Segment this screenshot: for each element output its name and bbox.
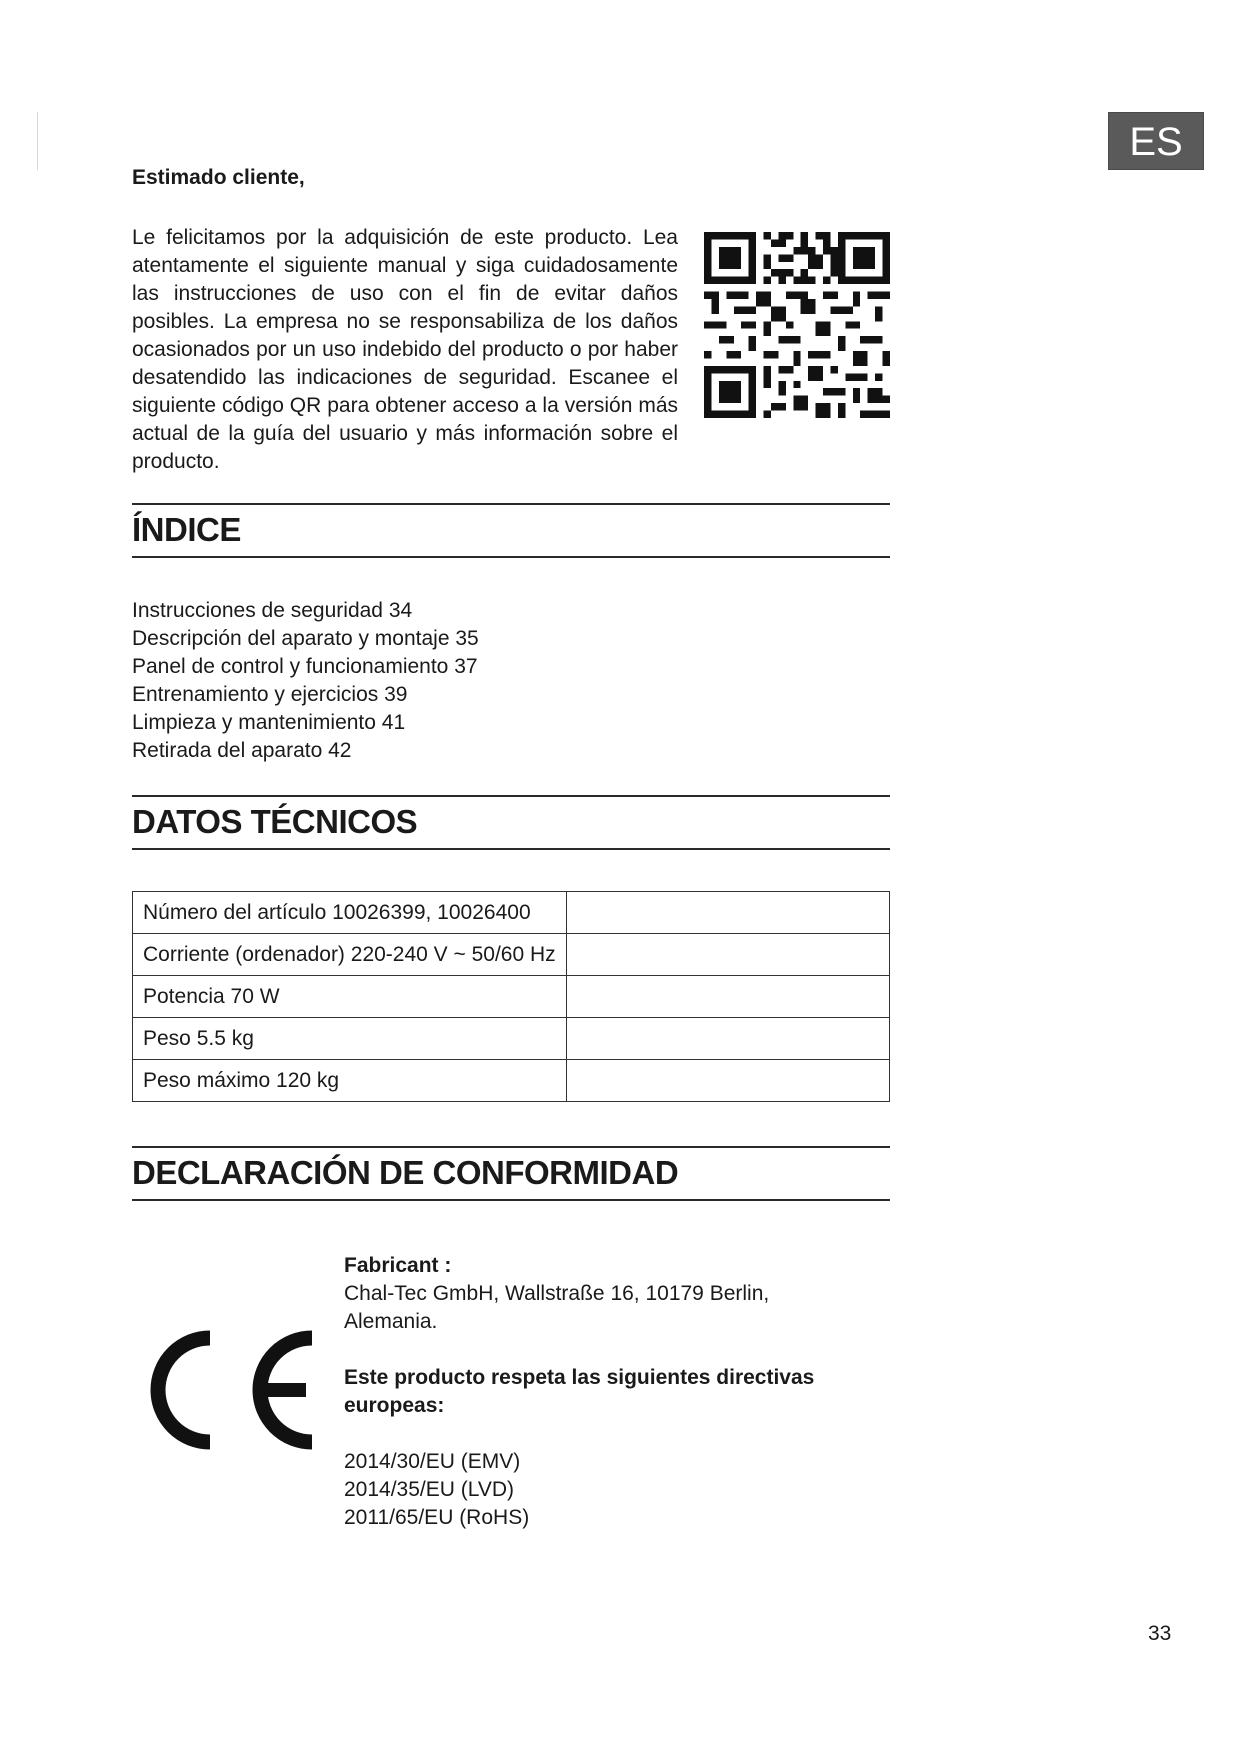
- tech-title: DATOS TÉCNICOS: [132, 803, 418, 840]
- directive-item: 2014/30/EU (EMV): [344, 1450, 521, 1473]
- spec-cell: Peso máximo 120 kg: [133, 1060, 567, 1102]
- table-row: [133, 934, 890, 976]
- tech-spec-table: [132, 891, 890, 1102]
- spec-cell: Corriente (ordenador) 220-240 V ~ 50/60 Hz: [133, 934, 567, 976]
- index-item: Entrenamiento y ejercicios 39: [132, 683, 408, 706]
- directive-item: 2011/65/EU (RoHS): [344, 1506, 530, 1529]
- index-item: Retirada del aparato 42: [132, 739, 352, 762]
- manufacturer-country: Alemania.: [344, 1310, 438, 1333]
- index-item: Descripción del aparato y montaje 35: [132, 627, 479, 650]
- page-number: 33: [1148, 1622, 1172, 1645]
- conformity-details: [344, 1252, 864, 1532]
- conformity-title: DECLARACIÓN DE CONFORMIDAD: [132, 1154, 679, 1191]
- index-title: ÍNDICE: [132, 511, 241, 548]
- ce-mark-icon: [148, 1330, 316, 1450]
- spec-cell-empty: [566, 892, 889, 934]
- spec-cell-empty: [566, 934, 889, 976]
- language-tab: ES: [1108, 112, 1204, 170]
- spec-cell: Número del artículo 10026399, 10026400: [133, 892, 567, 934]
- directives-label: Este producto respeta las siguientes directivas: [344, 1366, 815, 1389]
- spec-cell: Peso 5.5 kg: [133, 1018, 567, 1060]
- directive-item: 2014/35/EU (LVD): [344, 1478, 515, 1501]
- index-list: [132, 597, 479, 765]
- table-row: [133, 1060, 890, 1102]
- tech-section-header: [132, 795, 890, 850]
- greeting: Estimado cliente,: [132, 166, 305, 189]
- margin-line: [37, 112, 38, 170]
- table-row: [133, 1018, 890, 1060]
- spec-cell: Potencia 70 W: [133, 976, 567, 1018]
- spec-cell-empty: [566, 1018, 889, 1060]
- index-item: Limpieza y mantenimiento 41: [132, 711, 406, 734]
- index-section-header: [132, 503, 890, 558]
- manufacturer-address: Chal-Tec GmbH, Wallstraße 16, 10179 Berlin,: [344, 1282, 770, 1305]
- spec-cell-empty: [566, 1060, 889, 1102]
- directives-label-cont: europeas:: [344, 1394, 445, 1417]
- index-item: Instrucciones de seguridad 34: [132, 599, 413, 622]
- spec-cell-empty: [566, 976, 889, 1018]
- manufacturer-label: Fabricant :: [344, 1254, 452, 1277]
- qr-code-icon: [704, 232, 890, 418]
- index-item: Panel de control y funcionamiento 37: [132, 655, 478, 678]
- table-row: [133, 976, 890, 1018]
- intro-paragraph: Le felicitamos por la adquisición de este producto. Lea atentamente el siguiente manual y siga cuidadosamente las instrucciones de uso con el fin de evitar daños posibles. La empresa no se responsabiliza de los daños ocasionados por un uso indebido del producto o por haber desatendido las indicaciones de seguridad. Escanee el siguiente código QR para obtener acceso a la versión más actual de la guía del usuario y más información sobre el producto.: [132, 226, 678, 473]
- table-row: [133, 892, 890, 934]
- conformity-section-header: [132, 1146, 890, 1201]
